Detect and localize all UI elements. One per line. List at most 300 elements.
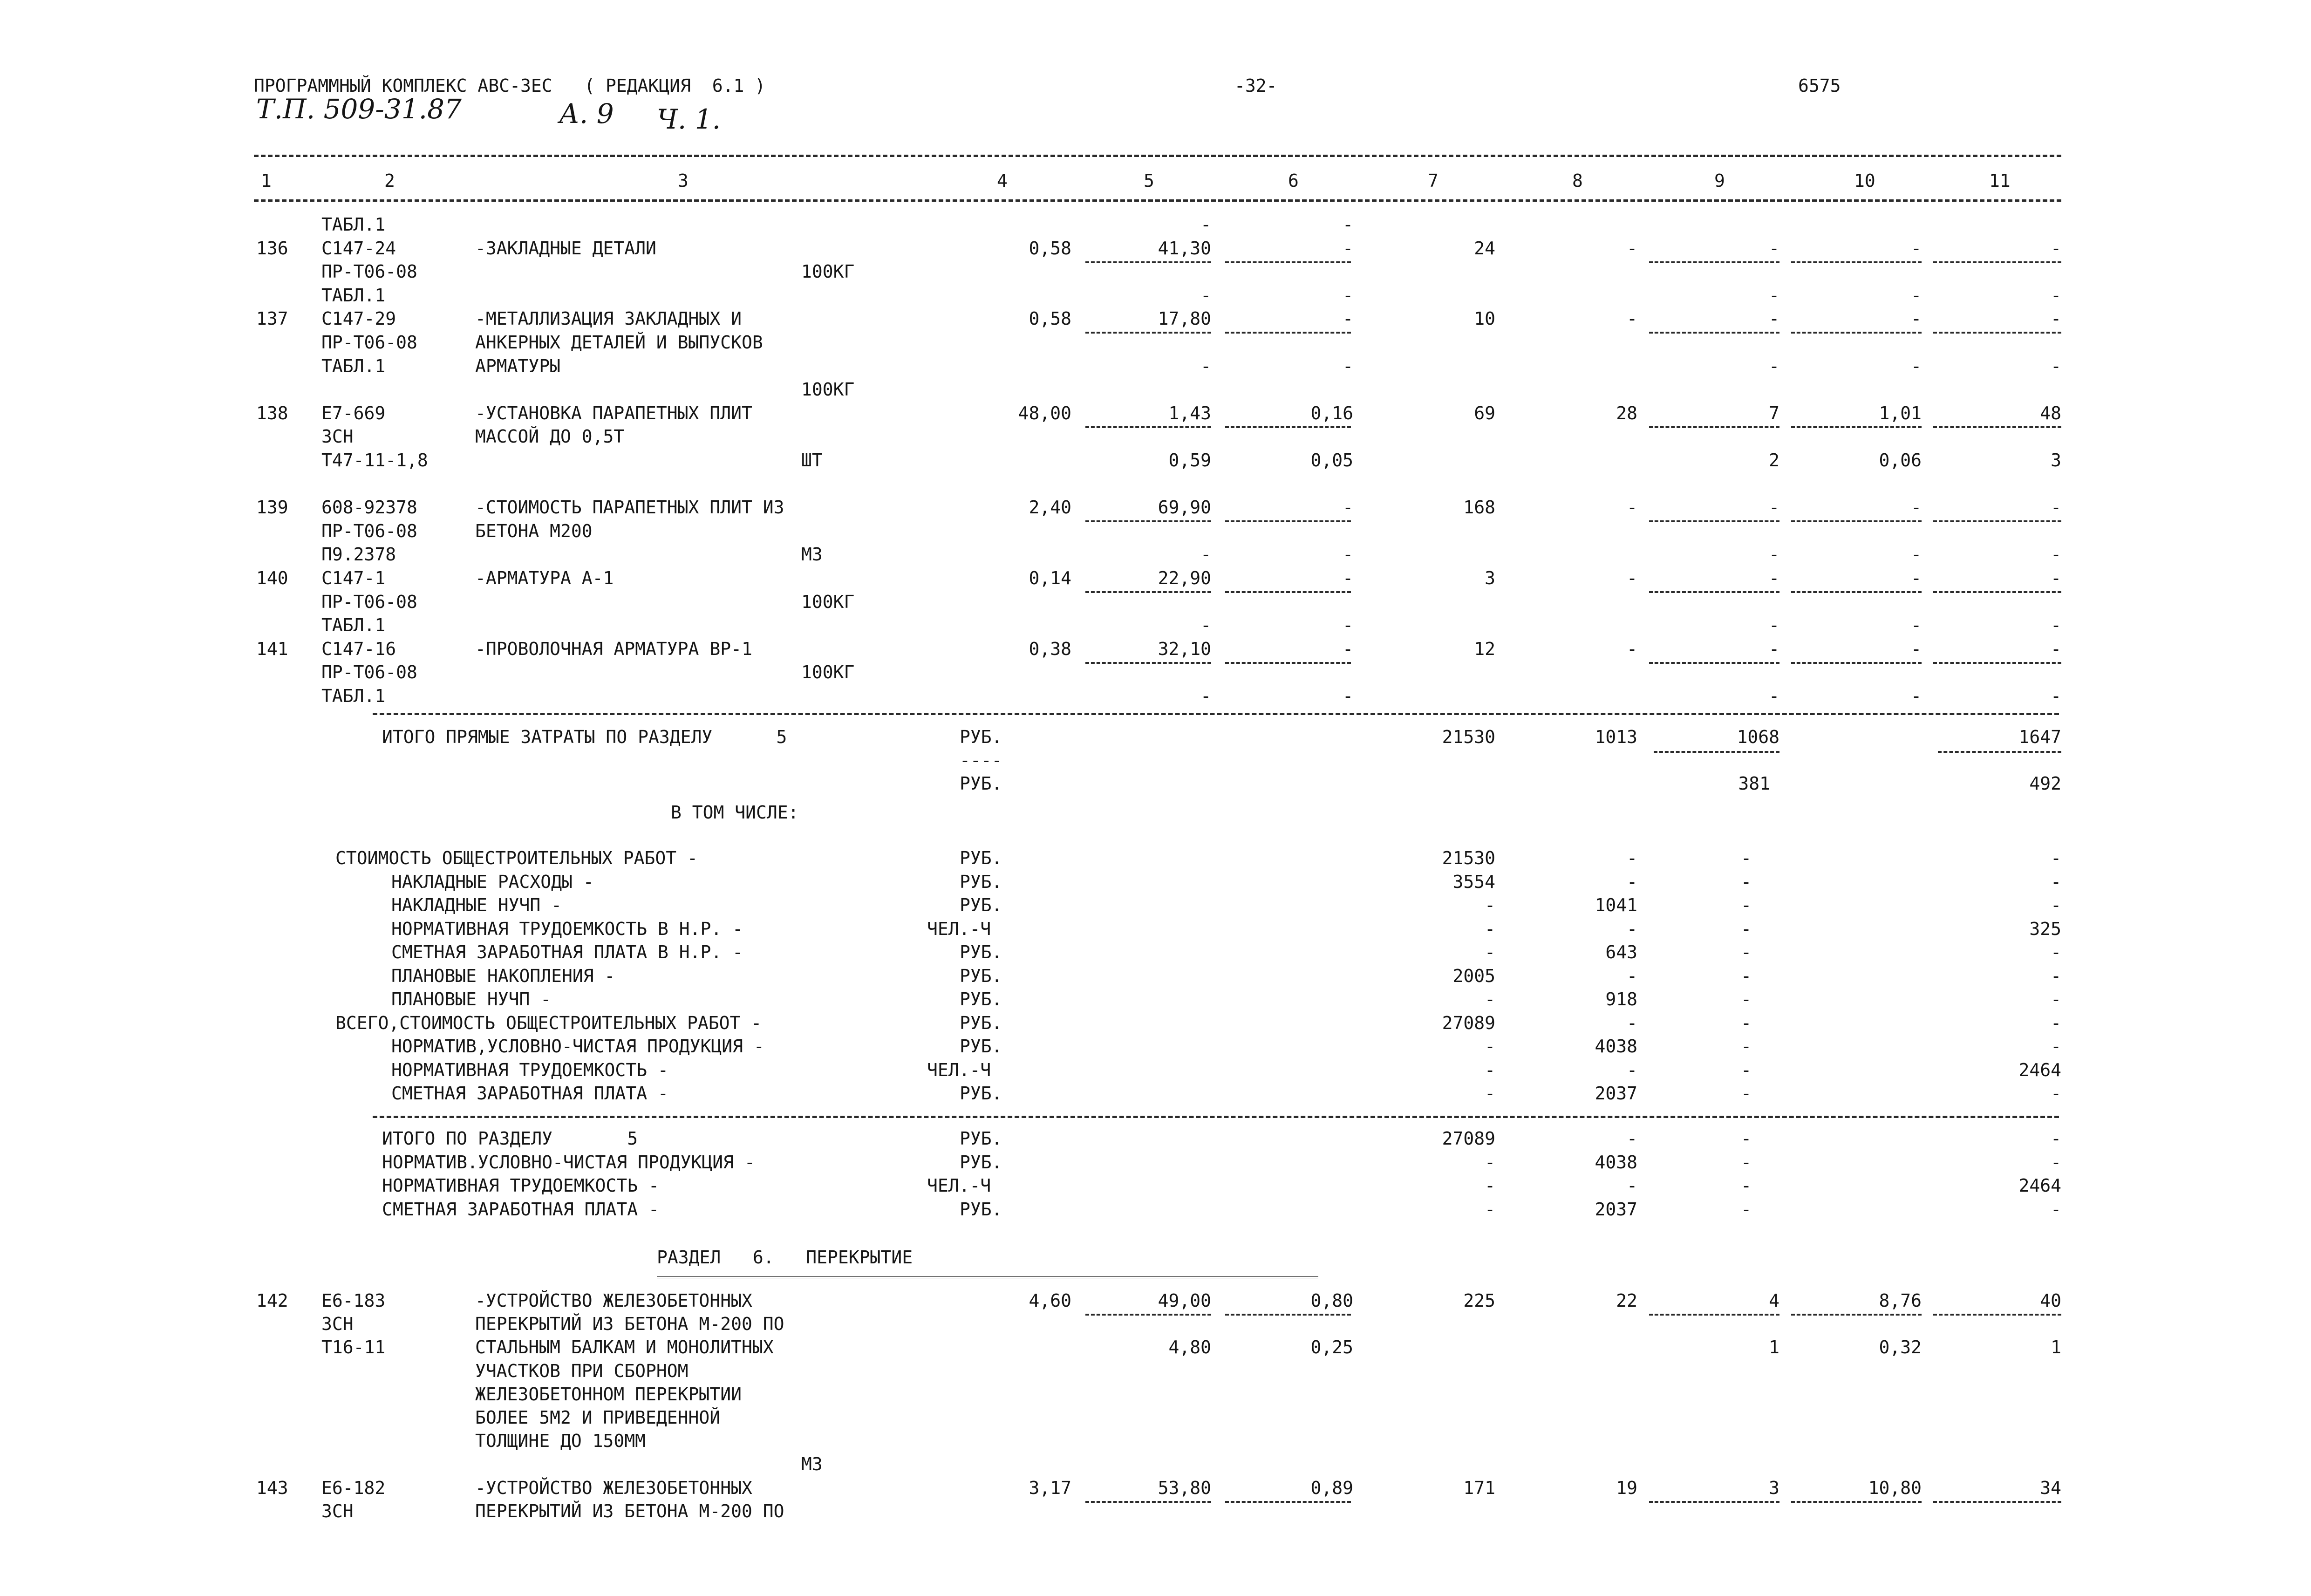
cell-col11: - <box>2051 1128 2061 1149</box>
cell-col9: - <box>1769 615 1779 636</box>
cell-col2: 3СН <box>321 426 354 447</box>
cell-col4: 4,60 <box>1029 1290 1071 1311</box>
cell-col8: - <box>1627 1128 1637 1149</box>
cell-col5: 22,90 <box>1158 568 1211 588</box>
column-header-6: 6 <box>1288 171 1299 191</box>
including-title: В ТОМ ЧИСЛЕ: <box>671 802 799 823</box>
cell-col11: - <box>2051 1199 2061 1220</box>
cell-col6: - <box>1343 568 1353 588</box>
cell-col11: - <box>2051 544 2061 565</box>
cell-col8: 2037 <box>1595 1199 1637 1220</box>
cell-col2: П9.2378 <box>321 544 396 565</box>
cell-col3: -СТОИМОСТЬ ПАРАПЕТНЫХ ПЛИТ ИЗ <box>475 497 784 518</box>
resource-rule <box>1649 332 1779 334</box>
cell-col2: ТАБЛ.1 <box>321 686 386 706</box>
cell-col3: АНКЕРНЫХ ДЕТАЛЕЙ И ВЫПУСКОВ <box>475 332 763 353</box>
cell-col10: 0,06 <box>1879 450 1922 471</box>
cell-col8: 1013 <box>1595 727 1637 747</box>
cell-col6: - <box>1343 686 1353 706</box>
including-unit: РУБ. <box>960 1012 1002 1033</box>
cell-col2: ПР-Т06-08 <box>321 662 417 683</box>
including-label: СМЕТНАЯ ЗАРАБОТНАЯ ПЛАТА - <box>391 1083 668 1104</box>
cell-col3: АРМАТУРЫ <box>475 355 561 376</box>
cell-col5: 4,80 <box>1168 1337 1211 1358</box>
including-label: НОРМАТИВНАЯ ТРУДОЕМКОСТЬ В Н.Р. - <box>391 918 743 939</box>
cell-col11: 2464 <box>2018 1059 2061 1080</box>
cell-col9: - <box>1769 544 1779 565</box>
section-total-unit: ЧЕЛ.-Ч <box>927 1175 991 1196</box>
including-unit: РУБ. <box>960 989 1002 1009</box>
cell-col5: - <box>1200 615 1211 636</box>
cell-col9: - <box>1741 1128 1752 1149</box>
cell-col8: - <box>1627 1175 1637 1196</box>
cell-unit: 100КГ <box>801 379 855 400</box>
resource-rule <box>1791 1501 1922 1503</box>
cell-col9: 2 <box>1769 450 1779 471</box>
cell-col5: 69,90 <box>1158 497 1211 518</box>
cell-col5: 17,80 <box>1158 308 1211 329</box>
cell-col9: - <box>1769 638 1779 659</box>
cell-col8: - <box>1627 871 1637 892</box>
cell-col2: 3СН <box>321 1501 354 1521</box>
resource-rule <box>1649 662 1779 664</box>
cell-col9: - <box>1769 568 1779 588</box>
cell-col6: 0,16 <box>1310 402 1353 423</box>
cell-col11: - <box>2051 568 2061 588</box>
cell-col6: - <box>1343 497 1353 518</box>
cell-col11: - <box>2051 497 2061 518</box>
cell-col10: - <box>1911 568 1922 588</box>
including-unit: РУБ. <box>960 942 1002 962</box>
cell-col11: 2464 <box>2018 1175 2061 1196</box>
cell-col11: 3 <box>2051 450 2061 471</box>
cell-col4: 0,58 <box>1029 308 1071 329</box>
cell-col9: - <box>1741 1175 1752 1196</box>
cell-col11: - <box>2051 965 2061 986</box>
price-rule <box>1085 1314 1211 1316</box>
column-header-11: 11 <box>1989 171 2011 191</box>
including-unit: РУБ. <box>960 895 1002 915</box>
cell-col6: - <box>1343 238 1353 259</box>
cell-col3: ПЕРЕКРЫТИЙ ИЗ БЕТОНА М-200 ПО <box>475 1314 784 1335</box>
cell-col9: - <box>1741 1059 1752 1080</box>
section-6-underline <box>657 1276 1318 1278</box>
resource-rule <box>1933 520 2061 522</box>
cell-col9: - <box>1741 965 1752 986</box>
page-number: -32- <box>1234 75 1277 96</box>
cell-col2: ТАБЛ.1 <box>321 285 386 306</box>
cell-col3: ТОЛЩИНЕ ДО 150ММ <box>475 1431 646 1452</box>
cell-col7: 27089 <box>1442 1128 1495 1149</box>
cell-col9: 3 <box>1769 1477 1779 1498</box>
cell-col10: 10,80 <box>1868 1477 1922 1498</box>
section-total-unit: РУБ. <box>960 1199 1002 1220</box>
including-unit: РУБ. <box>960 1036 1002 1057</box>
cell-col9: - <box>1741 1152 1752 1173</box>
cell-col6: - <box>1343 285 1353 306</box>
column-header-10: 10 <box>1854 171 1875 191</box>
cell-col5: 53,80 <box>1158 1477 1211 1498</box>
cell-col1: 140 <box>256 568 288 588</box>
cell-col7: 27089 <box>1442 1012 1495 1033</box>
including-label: НАКЛАДНЫЕ РАСХОДЫ - <box>391 871 594 892</box>
cell-col7: - <box>1485 1083 1495 1104</box>
including-unit: ЧЕЛ.-Ч <box>927 918 991 939</box>
cell-col2: 608-92378 <box>321 497 417 518</box>
cell-col11: - <box>2051 1012 2061 1033</box>
cell-col7: 21530 <box>1442 848 1495 868</box>
cell-col7: 225 <box>1463 1290 1495 1311</box>
cell-col1: 138 <box>256 402 288 423</box>
cell-col9: - <box>1769 686 1779 706</box>
including-unit: РУБ. <box>960 1083 1002 1104</box>
cell-col9: 4 <box>1769 1290 1779 1311</box>
cell-col2: Е6-183 <box>321 1290 386 1311</box>
cell-col7: 12 <box>1474 638 1495 659</box>
cell-col2: С147-1 <box>321 568 386 588</box>
resource-rule <box>1933 1314 2061 1316</box>
cell-col10: - <box>1911 308 1922 329</box>
cell-col6: 0,89 <box>1310 1477 1353 1498</box>
resource-rule <box>1649 520 1779 522</box>
total-direct-label: ИТОГО ПРЯМЫЕ ЗАТРАТЫ ПО РАЗДЕЛУ 5 <box>382 727 787 747</box>
cell-col9: - <box>1741 895 1752 915</box>
cell-col6: - <box>1343 615 1353 636</box>
section-total-label: НОРМАТИВ.УСЛОВНО-ЧИСТАЯ ПРОДУКЦИЯ - <box>382 1152 755 1173</box>
section-total-label: ИТОГО ПО РАЗДЕЛУ 5 <box>382 1128 638 1149</box>
cell-col9: - <box>1741 942 1752 962</box>
cell-col3: -УСТРОЙСТВО ЖЕЛЕЗОБЕТОННЫХ <box>475 1477 752 1498</box>
cell-col11: - <box>2051 895 2061 915</box>
cell-col9: - <box>1741 989 1752 1009</box>
resource-rule <box>1933 426 2061 428</box>
cell-col8: 4038 <box>1595 1036 1637 1057</box>
cell-col7: 24 <box>1474 238 1495 259</box>
resource-rule <box>1791 332 1922 334</box>
resource-rule <box>1791 426 1922 428</box>
resource-rule <box>1791 662 1922 664</box>
cell-col11: - <box>2051 638 2061 659</box>
price-rule <box>1085 1501 1211 1503</box>
cell-col3: БЕТОНА М200 <box>475 520 593 541</box>
table-top-rule <box>254 155 2061 157</box>
cell-col3: ПЕРЕКРЫТИЙ ИЗ БЕТОНА М-200 ПО <box>475 1501 784 1521</box>
cell-col2: ПР-Т06-08 <box>321 520 417 541</box>
cell-col11: - <box>2051 1083 2061 1104</box>
cell-col11: - <box>2051 942 2061 962</box>
total-direct-unit: РУБ. <box>960 727 1002 747</box>
including-end-rule <box>373 1116 2059 1118</box>
total-rule <box>1938 751 2061 753</box>
including-unit: ЧЕЛ.-Ч <box>927 1059 991 1080</box>
total-direct-unit-2: РУБ. <box>960 773 1002 794</box>
cell-col10: - <box>1911 497 1922 518</box>
price-rule <box>1225 662 1351 664</box>
cell-col3: -ПРОВОЛОЧНАЯ АРМАТУРА ВР-1 <box>475 638 752 659</box>
cell-col4: 0,38 <box>1029 638 1071 659</box>
column-header-2: 2 <box>384 171 395 191</box>
cell-col2: ПР-Т06-08 <box>321 591 417 612</box>
resource-rule <box>1933 591 2061 593</box>
including-unit: РУБ. <box>960 848 1002 868</box>
cell-col10: 8,76 <box>1879 1290 1922 1311</box>
section-total-unit: РУБ. <box>960 1152 1002 1173</box>
cell-col4: 0,58 <box>1029 238 1071 259</box>
cell-col8: - <box>1627 848 1637 868</box>
cell-col5: - <box>1200 214 1211 235</box>
cell-col9: - <box>1741 1083 1752 1104</box>
cell-col3: УЧАСТКОВ ПРИ СБОРНОМ <box>475 1360 689 1381</box>
cell-col5: - <box>1200 544 1211 565</box>
cell-col11: - <box>2051 848 2061 868</box>
cell-col9: - <box>1769 238 1779 259</box>
cell-col3: МАССОЙ ДО 0,5Т <box>475 426 625 447</box>
cell-col3: СТАЛЬНЫМ БАЛКАМ И МОНОЛИТНЫХ <box>475 1337 774 1358</box>
cell-col2: ТАБЛ.1 <box>321 214 386 235</box>
resource-rule <box>1933 332 2061 334</box>
cell-col2: С147-24 <box>321 238 396 259</box>
cell-col9: 7 <box>1769 402 1779 423</box>
cell-col3: -АРМАТУРА А-1 <box>475 568 614 588</box>
cell-col8: 1041 <box>1595 895 1637 915</box>
column-header-7: 7 <box>1428 171 1438 191</box>
section-6-title: РАЗДЕЛ 6. ПЕРЕКРЫТИЕ <box>657 1247 913 1268</box>
price-rule <box>1225 520 1351 522</box>
column-header-9: 9 <box>1714 171 1725 191</box>
cell-col1: 136 <box>256 238 288 259</box>
cell-col10: - <box>1911 686 1922 706</box>
including-label: НАКЛАДНЫЕ НУЧП - <box>391 895 562 915</box>
cell-col2: Т16-11 <box>321 1337 386 1358</box>
cell-col2: Е7-669 <box>321 402 386 423</box>
cell-col7: - <box>1485 1152 1495 1173</box>
cell-col7: - <box>1485 1059 1495 1080</box>
cell-col6: - <box>1343 214 1353 235</box>
cell-col7: - <box>1485 989 1495 1009</box>
total-rule <box>1654 751 1779 753</box>
cell-col7: - <box>1485 1175 1495 1196</box>
resource-rule <box>1791 520 1922 522</box>
resource-rule <box>1933 1501 2061 1503</box>
cell-col9: - <box>1741 1012 1752 1033</box>
cell-col7: 21530 <box>1442 727 1495 747</box>
cell-col4: 0,14 <box>1029 568 1071 588</box>
price-rule <box>1085 520 1211 522</box>
cell-col9: - <box>1741 848 1752 868</box>
cell-col11: - <box>2051 1036 2061 1057</box>
resource-rule <box>1791 1314 1922 1316</box>
cell-col9: 1068 <box>1737 727 1779 747</box>
cell-col7: 3 <box>1485 568 1495 588</box>
cell-col4: 3,17 <box>1029 1477 1071 1498</box>
cell-col5: 1,43 <box>1168 402 1211 423</box>
cell-col11: 40 <box>2040 1290 2061 1311</box>
cell-col11: - <box>2051 238 2061 259</box>
cell-col5: 41,30 <box>1158 238 1211 259</box>
cell-unit: 100КГ <box>801 261 855 282</box>
cell-col11: 1647 <box>2018 727 2061 747</box>
cell-col9: - <box>1769 355 1779 376</box>
cell-col2: С147-29 <box>321 308 396 329</box>
cell-col11: 1 <box>2051 1337 2061 1358</box>
cell-col10: - <box>1911 544 1922 565</box>
column-header-rule <box>254 199 2061 202</box>
cell-col8: 28 <box>1616 402 1637 423</box>
cell-col5: 49,00 <box>1158 1290 1211 1311</box>
column-header-4: 4 <box>997 171 1008 191</box>
price-rule <box>1225 426 1351 428</box>
resource-rule <box>1933 261 2061 263</box>
cell-col11: - <box>2051 686 2061 706</box>
items-end-rule <box>373 713 2059 715</box>
cell-col11: - <box>2051 615 2061 636</box>
cell-col7: - <box>1485 1199 1495 1220</box>
including-label: НОРМАТИВ,УСЛОВНО-ЧИСТАЯ ПРОДУКЦИЯ - <box>391 1036 764 1057</box>
resource-rule <box>1649 426 1779 428</box>
cell-col9: - <box>1741 871 1752 892</box>
cell-col3: БОЛЕЕ 5М2 И ПРИВЕДЕННОЙ <box>475 1407 721 1428</box>
cell-col7: - <box>1485 942 1495 962</box>
cell-col5: 32,10 <box>1158 638 1211 659</box>
cell-col1: 142 <box>256 1290 288 1311</box>
cell-col6: - <box>1343 308 1353 329</box>
cell-col2: С147-16 <box>321 638 396 659</box>
cell-col7: 168 <box>1463 497 1495 518</box>
document-code: 6575 <box>1798 75 1841 96</box>
cell-col11: 325 <box>2029 918 2061 939</box>
cell-unit: 100КГ <box>801 662 855 683</box>
cell-col8: 918 <box>1605 989 1637 1009</box>
cell-col10: - <box>1911 285 1922 306</box>
including-label: ПЛАНОВЫЕ НАКОПЛЕНИЯ - <box>391 965 615 986</box>
cell-col3: -МЕТАЛЛИЗАЦИЯ ЗАКЛАДНЫХ И <box>475 308 742 329</box>
cell-col8: 643 <box>1605 942 1637 962</box>
cell-col3: -ЗАКЛАДНЫЕ ДЕТАЛИ <box>475 238 656 259</box>
resource-rule <box>1791 591 1922 593</box>
cell-col9: 381 <box>1738 773 1770 794</box>
cell-col2: ТАБЛ.1 <box>321 355 386 376</box>
cell-col5: - <box>1200 355 1211 376</box>
cell-col11: - <box>2051 871 2061 892</box>
cell-col2: ПР-Т06-08 <box>321 332 417 353</box>
cell-col8: 19 <box>1616 1477 1637 1498</box>
cell-col7: 3554 <box>1452 871 1495 892</box>
section-total-label: НОРМАТИВНАЯ ТРУДОЕМКОСТЬ - <box>382 1175 659 1196</box>
cell-col9: 1 <box>1769 1337 1779 1358</box>
cell-col10: - <box>1911 355 1922 376</box>
cell-col8: 22 <box>1616 1290 1637 1311</box>
cell-col10: 1,01 <box>1879 402 1922 423</box>
price-rule <box>1225 1501 1351 1503</box>
cell-col6: 0,80 <box>1310 1290 1353 1311</box>
cell-col11: - <box>2051 1152 2061 1173</box>
resource-rule <box>1791 261 1922 263</box>
cell-col7: 171 <box>1463 1477 1495 1498</box>
handwritten-album: А. 9 <box>559 98 614 130</box>
cell-col5: 0,59 <box>1168 450 1211 471</box>
cell-col10: 0,32 <box>1879 1337 1922 1358</box>
cell-col7: 2005 <box>1452 965 1495 986</box>
cell-col7: 10 <box>1474 308 1495 329</box>
price-rule <box>1085 426 1211 428</box>
cell-col8: - <box>1627 308 1637 329</box>
cell-unit: ШТ <box>801 450 823 471</box>
cell-col6: 0,25 <box>1310 1337 1353 1358</box>
cell-col1: 139 <box>256 497 288 518</box>
resource-rule <box>1649 1501 1779 1503</box>
cell-col8: - <box>1627 1059 1637 1080</box>
including-unit: РУБ. <box>960 871 1002 892</box>
cell-unit: 100КГ <box>801 591 855 612</box>
cell-col5: - <box>1200 285 1211 306</box>
handwritten-part: Ч. 1. <box>657 103 721 135</box>
cell-col8: - <box>1627 965 1637 986</box>
cell-col2: ПР-Т06-08 <box>321 261 417 282</box>
cell-col9: - <box>1741 1036 1752 1057</box>
column-header-1: 1 <box>261 171 272 191</box>
cell-col11: - <box>2051 989 2061 1009</box>
cell-col4: 48,00 <box>1018 402 1071 423</box>
cell-col8: 2037 <box>1595 1083 1637 1104</box>
price-rule <box>1225 261 1351 263</box>
price-rule <box>1225 591 1351 593</box>
cell-col11: - <box>2051 308 2061 329</box>
cell-col9: - <box>1769 285 1779 306</box>
section-total-unit: РУБ. <box>960 1128 1002 1149</box>
cell-col8: - <box>1627 638 1637 659</box>
cell-col2: Т47-11-1,8 <box>321 450 428 471</box>
price-rule <box>1225 332 1351 334</box>
resource-rule <box>1649 1314 1779 1316</box>
cell-col7: - <box>1485 1036 1495 1057</box>
column-header-5: 5 <box>1144 171 1154 191</box>
cell-col8: 4038 <box>1595 1152 1637 1173</box>
cell-col3: -УСТРОЙСТВО ЖЕЛЕЗОБЕТОННЫХ <box>475 1290 752 1311</box>
cell-col10: - <box>1911 638 1922 659</box>
cell-col9: - <box>1769 308 1779 329</box>
cell-col2: Е6-182 <box>321 1477 386 1498</box>
handwritten-project-number: Т.П. 509-31.87 <box>256 93 462 125</box>
cell-col4: 2,40 <box>1029 497 1071 518</box>
cell-col10: - <box>1911 238 1922 259</box>
including-label: ПЛАНОВЫЕ НУЧП - <box>391 989 552 1009</box>
cell-unit: М3 <box>801 1454 823 1475</box>
cell-col6: 0,05 <box>1310 450 1353 471</box>
program-title: ПРОГРАММНЫЙ КОМПЛЕКС АВС-3ЕС ( РЕДАКЦИЯ 6.1 ) <box>254 75 766 96</box>
resource-rule <box>1933 662 2061 664</box>
cell-col8: - <box>1627 238 1637 259</box>
cell-col1: 137 <box>256 308 288 329</box>
price-rule <box>1085 591 1211 593</box>
cell-col8: - <box>1627 1012 1637 1033</box>
cell-col11: 34 <box>2040 1477 2061 1498</box>
total-direct-unit-dash: ---- <box>960 750 1002 771</box>
price-rule <box>1225 1314 1351 1316</box>
cell-col7: - <box>1485 918 1495 939</box>
cell-col8: - <box>1627 568 1637 588</box>
cell-col2: 3СН <box>321 1314 354 1335</box>
cell-col8: - <box>1627 918 1637 939</box>
cell-col2: ТАБЛ.1 <box>321 615 386 636</box>
cell-col1: 143 <box>256 1477 288 1498</box>
including-label: ВСЕГО,СТОИМОСТЬ ОБЩЕСТРОИТЕЛЬНЫХ РАБОТ - <box>335 1012 762 1033</box>
cell-col10: - <box>1911 615 1922 636</box>
cell-unit: М3 <box>801 544 823 565</box>
column-header-8: 8 <box>1572 171 1583 191</box>
cell-col9: - <box>1769 497 1779 518</box>
cell-col6: - <box>1343 638 1353 659</box>
cell-col5: - <box>1200 686 1211 706</box>
